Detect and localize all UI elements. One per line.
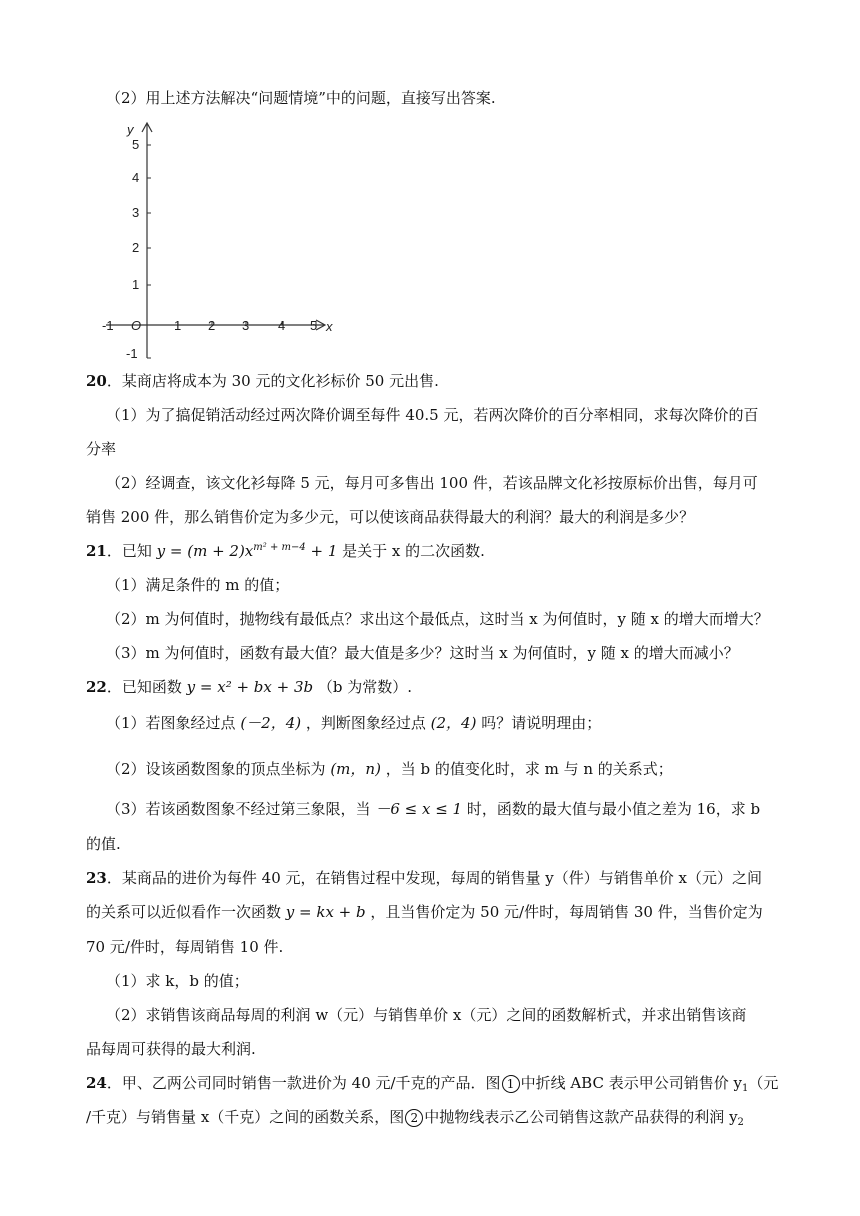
origin-label: O <box>131 318 142 333</box>
q20-stem: 20．某商店将成本为 30 元的文化衫标价 50 元出售. <box>86 372 439 390</box>
q21-part3: （3）m 为何值时，函数有最大值？最大值是多少？这时当 x 为何值时，y 随 x 的增大而减小？ <box>106 644 739 662</box>
q20-part2a: （2）经调查，该文化衫每降 5 元，每月可多售出 100 件，若该品牌文化衫按原标价出售，每月可 <box>106 474 758 492</box>
q24-line1: 24．甲、乙两公司同时销售一款进价为 40 元/千克的产品．图 1 中折线 ABC 表示甲公司销售价 $y_1$（元 <box>86 1074 779 1094</box>
y-tick-5: 5 <box>132 137 140 152</box>
q22-part2: （2）设该函数图象的顶点坐标为 (m，n) ，当 b 的值变化时，求 m 与 n 的关系式； <box>106 760 673 778</box>
x-tick-1: 1 <box>174 318 182 333</box>
q23-part1: （1）求 k，b 的值； <box>106 972 249 990</box>
y-tick-neg1: -1 <box>126 346 138 361</box>
coordinate-graph <box>100 118 340 363</box>
x-tick-neg1: -1 <box>102 318 114 333</box>
q23-part2a: （2）求销售该商品每周的利润 w（元）与销售单价 x（元）之间的函数解析式，并求出销售该商 <box>106 1006 747 1024</box>
q21-part1: （1）满足条件的 m 的值； <box>106 576 290 594</box>
y-tick-4: 4 <box>132 170 140 185</box>
q20-part1a: （1）为了搞促销活动经过两次降价调至每件 40.5 元，若两次降价的百分率相同，求每次降价的百 <box>106 406 759 424</box>
q23-part2b: 品每周可获得的最大利润. <box>86 1040 256 1058</box>
q20-part2b: 销售 200 件，那么销售价定为多少元，可以使该商品获得最大的利润？最大的利润是多少？ <box>86 508 695 526</box>
x-tick-5: 5 <box>310 318 318 333</box>
q22-stem: 22．已知函数 y = x² + bx + 3b （b 为常数）. <box>86 678 413 696</box>
q23-line1: 23．某商品的进价为每件 40 元，在销售过程中发现，每周的销售量 y（件）与销售单价 x（元）之间 <box>86 869 762 887</box>
x-tick-4: 4 <box>278 318 286 333</box>
q21-part2: （2）m 为何值时，抛物线有最低点？求出这个最低点，这时当 x 为何值时，y 随 x 的增大而增大？ <box>106 610 769 628</box>
q21-formula: $y = (m + 2)x^{m^2 + m-4} + 1$ <box>156 542 338 560</box>
x-axis-label: x <box>326 319 333 334</box>
x-tick-3: 3 <box>242 318 250 333</box>
q22-formula: y = x² + bx + 3b <box>186 678 314 696</box>
y-tick-2: 2 <box>132 240 140 255</box>
q24-line2: /千克）与销售量 x（千克）之间的函数关系，图 2 中抛物线表示乙公司销售这款产品获得的利润 $y_2$ <box>86 1108 744 1128</box>
q19-part2: （2）用上述方法解决“问题情境”中的问题，直接写出答案. <box>106 89 496 107</box>
q22-part3b: 的值. <box>86 835 121 853</box>
q22-part3: （3）若该函数图象不经过第三象限，当 －6 ≤ x ≤ 1 时，函数的最大值与最小值之差为 16，求 b <box>106 800 761 818</box>
y-tick-3: 3 <box>132 205 140 220</box>
q22-part1: （1）若图象经过点 (－2，4) ，判断图象经过点 (2，4) 吗？请说明理由； <box>106 714 602 732</box>
x-tick-2: 2 <box>208 318 216 333</box>
circled-number-1: 1 <box>502 1075 520 1093</box>
q23-line3: 70 元/件时，每周销售 10 件. <box>86 938 284 956</box>
q23-line2: 的关系可以近似看作一次函数 y = kx + b ，且当售价定为 50 元/件时，每周销售 30 件，当售价定为 <box>86 903 763 921</box>
y-axis-label: y <box>127 122 134 137</box>
circled-number-2: 2 <box>405 1109 423 1127</box>
q20-part1b: 分率 <box>86 440 117 458</box>
y-tick-1: 1 <box>132 277 140 292</box>
q21-stem: 21．已知 $y = (m + 2)x^{m^2 + m-4} + 1$ 是关于 x 的二次函数. <box>86 542 485 560</box>
